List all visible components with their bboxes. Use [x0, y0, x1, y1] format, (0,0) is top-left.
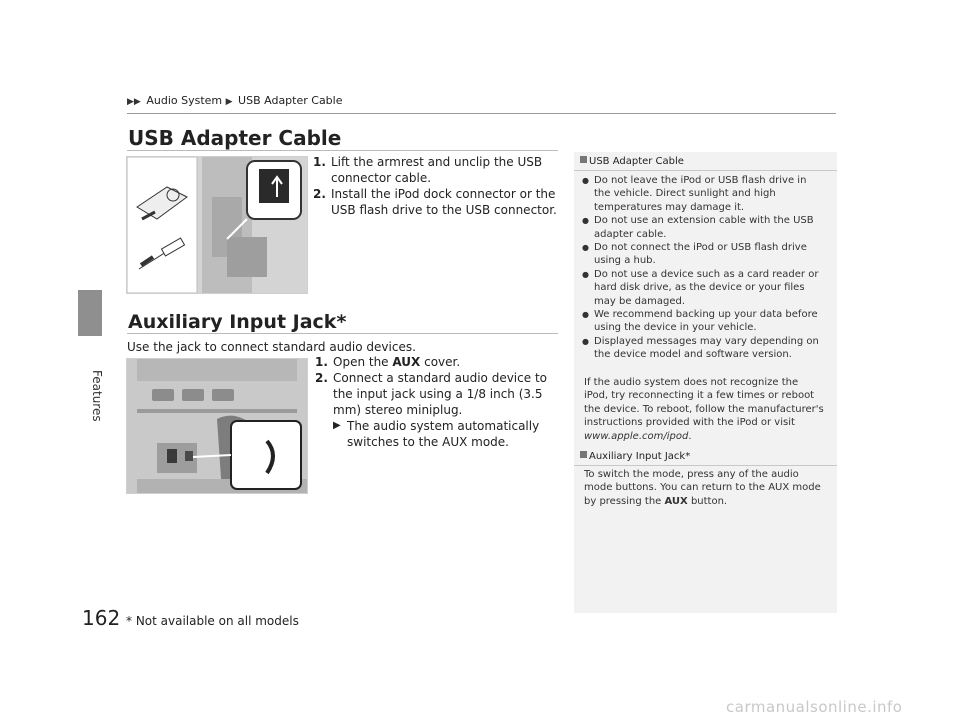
- breadcrumb-arrow-icon: ▶▶: [127, 97, 141, 107]
- usb-note-paragraph: [584, 376, 824, 443]
- usb-note-bullets: [582, 174, 822, 362]
- note-icon: [580, 156, 587, 163]
- step-text: Connect a standard audio device to the input jack using a 1/8 inch (3.5 mm) stereo miniplug.: [333, 371, 547, 417]
- aux-label: AUX: [664, 495, 688, 507]
- arrow-icon: ▶: [333, 420, 341, 431]
- usb-section-title: USB Adapter Cable: [128, 126, 342, 150]
- usb-note-text-end: .: [688, 430, 692, 442]
- aux-note-text-end: button.: [687, 495, 728, 507]
- note-bullet: ● Do not leave the iPod or USB flash drive in the vehicle. Direct sunlight and high temperatures may damage it.: [582, 174, 822, 214]
- note-bullet: ● Displayed messages may vary depending on the device model and software version.: [582, 335, 822, 362]
- breadcrumb-arrow-icon: ▶: [225, 97, 233, 107]
- aux-steps: [315, 354, 559, 450]
- aux-step-2: [315, 370, 559, 450]
- footnote: * Not available on all models: [126, 614, 299, 628]
- usb-note-heading-text: USB Adapter Cable: [589, 156, 684, 167]
- aux-note-heading-text: Auxiliary Input Jack: [589, 451, 686, 462]
- step-number: 1.: [315, 355, 328, 369]
- usb-step-2: [313, 186, 557, 218]
- note-bullet: ● Do not use an extension cable with the USB adapter cable.: [582, 214, 822, 241]
- section-label: Features: [90, 370, 104, 422]
- usb-title-divider: [127, 150, 558, 151]
- note-icon: [580, 451, 587, 458]
- step-number: 2.: [315, 371, 328, 385]
- header-divider: [127, 113, 836, 114]
- step-text-post: cover.: [420, 355, 461, 369]
- step-number: 1.: [313, 155, 326, 169]
- step-text: Lift the armrest and unclip the USB connector cable.: [331, 155, 543, 185]
- usb-note-divider: [574, 170, 837, 171]
- section-tab: [78, 290, 102, 336]
- aux-note-divider: [574, 465, 837, 466]
- notes-sidebar: [574, 152, 837, 613]
- usb-note-text: If the audio system does not recognize the iPod, try reconnecting it a few times or reboot the device. To reboot, follow the manufacturer's instructions provided with the iPod or visit: [584, 377, 824, 429]
- note-bullet: ● Do not connect the iPod or USB flash drive using a hub.: [582, 241, 822, 268]
- aux-label: AUX: [392, 355, 421, 369]
- substep-text: The audio system automatically switches to the AUX mode.: [347, 419, 540, 449]
- aux-title-divider: [127, 333, 558, 334]
- usb-note-heading: [574, 156, 690, 167]
- apple-url: www.apple.com/ipod: [584, 430, 689, 442]
- footnote-mark: *: [336, 311, 347, 333]
- breadcrumb: [127, 94, 343, 107]
- aux-title-text: Auxiliary Input Jack: [128, 311, 337, 333]
- aux-note-heading: [574, 451, 696, 462]
- step-text: Install the iPod dock connector or the USB flash drive to the USB connector.: [331, 187, 557, 217]
- footnote-mark: *: [685, 451, 691, 462]
- aux-note-text: To switch the mode, press any of the audio mode buttons. You can return to the AUX mode by pressing the: [584, 469, 821, 507]
- note-bullet: ● Do not use a device such as a card reader or hard disk drive, as the device or your files may be damaged.: [582, 268, 822, 308]
- aux-illustration: [126, 358, 308, 494]
- usb-steps: [313, 154, 557, 218]
- step-text-pre: Open the: [333, 355, 393, 369]
- aux-substep: [333, 418, 559, 450]
- usb-step-1: [313, 154, 557, 186]
- aux-intro: Use the jack to connect standard audio devices.: [127, 340, 416, 354]
- aux-step-1: [315, 354, 559, 370]
- step-number: 2.: [313, 187, 326, 201]
- breadcrumb-audio-system[interactable]: Audio System: [146, 94, 223, 107]
- usb-illustration: [126, 156, 308, 294]
- watermark: carmanualsonline.info: [726, 698, 903, 716]
- page-number: 162: [82, 606, 121, 630]
- aux-section-title: [128, 311, 346, 333]
- note-bullet: ● We recommend backing up your data before using the device in your vehicle.: [582, 308, 822, 335]
- aux-note-paragraph: [584, 468, 824, 508]
- breadcrumb-usb-adapter-cable: USB Adapter Cable: [238, 94, 343, 107]
